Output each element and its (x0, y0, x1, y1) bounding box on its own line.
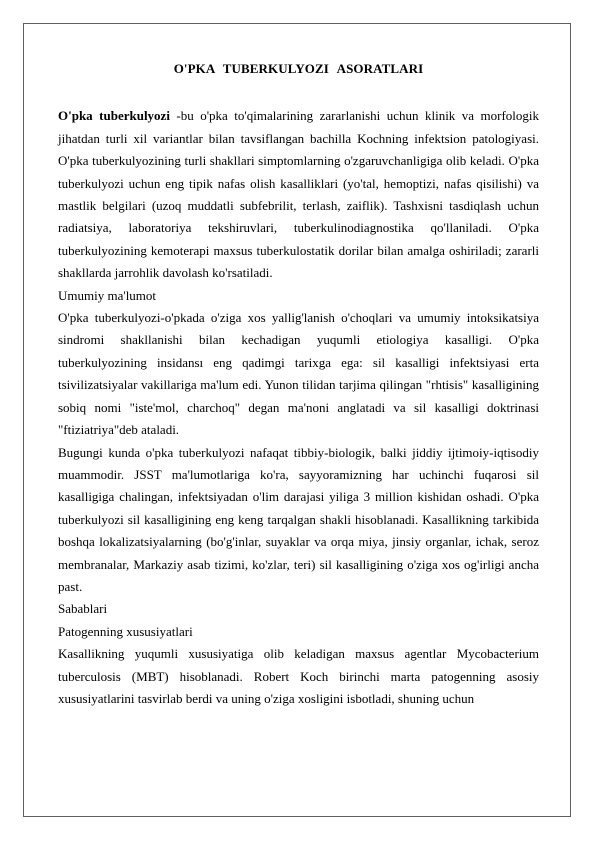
section-heading-causes: Sabablari (58, 601, 108, 617)
intro-lead-term: O'pka tuberkulyozi (58, 108, 170, 124)
paragraph-pathogen: Kasallikning yuqumli xususiyatiga olib keladigan maxsus agentlar Mycobacterium tuberculosis (MBT) hisoblanadi. Robert Koch birinchi marta patogenning asosiy xususiyatlarini tasvirlab berdi va uning o'ziga xosligini isbotladi, shuning uchun (58, 646, 539, 706)
section-heading-pathogen: Patogenning xususiyatlari (58, 623, 193, 639)
paragraph-epidemiology: Bugungi kunda o'pka tuberkulyozi nafaqat tibbiy-biologik, balki jiddiy ijtimoiy-iqtisodiy muammodir. JSST ma'lumotlariga ko'ra, sayyoramizning har uchinchi fuqarosi sil kasalligiga chalingan, infektsiyadan o'lim darajasi yiliga 3 million kishidan oshadi. O'pka tuberkulyozi sil kasalligining eng keng tarqalgan shakli hisoblanadi. Kasallikning tarkibida boshqa lokalizatsiyalarning (bo'g'inlar, suyaklar va orqa miya, jinsiy organlar, ichak, seroz membranalar, Markaziy asab tizimi, ko'zlar, teri) sil kasalligining o'ziga xos og'irligi ancha past. (58, 444, 539, 594)
intro-text: -bu o'pka to'qimalarining zararlanishi uchun klinik va morfologik jihatdan turli xil variantlar bilan tavsiflangan bachilla Kochning infektsion patologiyasi. O'pka tuberkulyozining turli shakllari simptomlarning o'zgaruvchanligiga olib keladi. O'pka tuberkulyozi uchun eng tipik nafas olish kasalliklari (yo'tal, hemoptizi, nafas qisilishi) va mastlik belgilari (uzoq muddatli subfebrilit, terlash, zaiflik). Tashxisni tasdiqlash uchun radiatsiya, laboratoriya tekshiruvlari, tuberkulinodiagnostika qo'llaniladi. O'pka tuberkulyozining kemoterapi maxsus tuberkulostatik dorilar bilan amalga oshiriladi; zararli shakllarda jarrohlik davolash ko'rsatiladi. (58, 108, 539, 281)
paragraph-definition: O'pka tuberkulyozi-o'pkada o'ziga xos yallig'lanish o'choqlari va umumiy intoksikatsiya sindromi shakllanishi bilan kechadigan yuqumli etiologiya kasalligi. O'pka tuberkulyozining insidansı eng qadimgi tarixga ega: sil kasalligi infektsiyasi erta tsivilizatsiyalar vakillariga ma'lum edi. Yunon tilidan tarjima qilingan "rhtisis" kasalligining sobiq nomi "iste'mol, charchoq" degan ma'noni anglatadi va sil kasalligi doktrinasi "ftiziatriya"deb ataladi. (58, 310, 539, 438)
intro-paragraph (58, 105, 539, 284)
section-heading-general: Umumiy ma'lumot (58, 287, 157, 303)
document-title: O'PKA TUBERKULYOZI ASORATLARI (173, 61, 424, 76)
document-body (58, 58, 539, 710)
